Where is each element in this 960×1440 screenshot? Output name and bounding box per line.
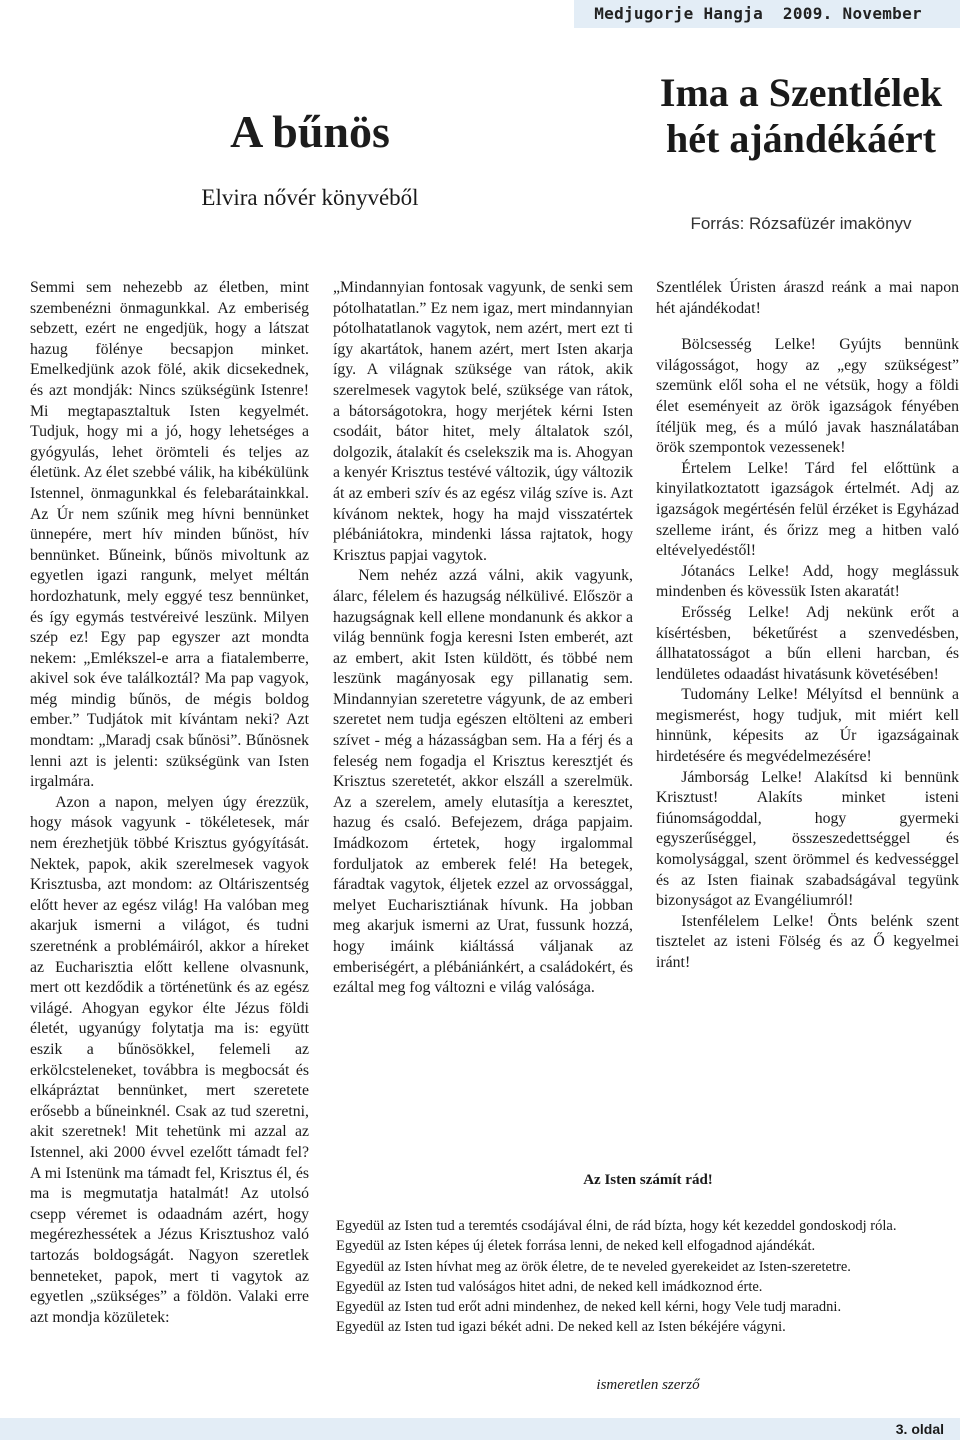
- left-article-column-2: [333, 278, 633, 999]
- box-line: Egyedül az Isten képes új életek forrása lenni, de neked kell elfogadnod ajándékát.: [336, 1238, 816, 1255]
- page-number: 3. oldal: [895, 1421, 944, 1437]
- prayer-column: [656, 278, 959, 974]
- box-lines: [336, 1216, 936, 1338]
- box-line: Egyedül az Isten tud a teremtés csodájával élni, de rád bízta, hogy két kezeddel gondoskodj róla.: [336, 1218, 897, 1234]
- left-article-column-1: [30, 278, 309, 1328]
- paragraph: „Mindannyian fontosak vagyunk, de senki sem pótolhatatlan.” Ez nem igaz, mert mindannyian pótolhatatlanok vagytok, nem azért, mert ezt ti így akartátok, hanem azért, mert Isten akarja így. A világnak szüksége van rátok, akik szerelmesek vagytok belé, szüksége van rátok, a bátorságotokra, hogy merjétek kérni Isten csodáit, bátor hitet, mely általatok szól, dolgozik, átalakít és cselekszik ma is. Ahogyan a kenyér Krisztus testévé változik, úgy változik át az emberi szív és az egész világ szíve is. Azt kívánom nektek, hogy ha majd visszatértek plébániátokra, mindenki lássa rajtatok, hogy Krisztus papjai vagytok.: [333, 279, 633, 564]
- footer-band: [0, 1418, 960, 1440]
- prayer-paragraph: Erősség Lelke! Adj nekünk erőt a kísértésben, béketűrést a szenvedésben, állhatatosságot a bűn elleni harcban, és lendületes odaadást hivatásunk követésében!: [656, 603, 959, 683]
- prayer-paragraph: Értelem Lelke! Tárd fel előttünk a kinyilatkoztatott igazságok értelmét. Adj az igazságok megértésén felül érzéket is Egyházad szelleme iránt, és őrizz meg a hitben való eltévelyedéstől!: [656, 459, 959, 560]
- right-article-title: [636, 70, 960, 162]
- left-article-subtitle: Elvira nővér könyvéből: [201, 185, 419, 210]
- left-article-title: A bűnös: [230, 106, 390, 157]
- prayer-paragraph: Jámborság Lelke! Alakítsd ki bennünk Krisztust! Alakíts minket isteni fiúnomságoddal, hogy gyermeki egyszerűséggel, összeszedettséggel és komolysággal, szent örömmel és kedvességgel és az Isten fiainak szabadságával tegyünk bizonyságot az Evangéliumról!: [656, 768, 959, 910]
- box-line: Egyedül az Isten hívhat meg az örök életre, de te neveled gyerekeidet az Isten-szeretetre.: [336, 1258, 851, 1275]
- paragraph: Semmi sem nehezebb az életben, mint szembenézni önmagunkkal. Az emberiség sebzett, ezért ne engedjük, hogy a látszat hazug fölénye becsapjon minket. Emelkedjünk azok fölé, akik dicsekednek, és azt mondják: Nincs szükségünk Istenre! Mi megtapasztaltuk Isten kegyelmét. Tudjuk, hogy mi a jó, hogy lehetséges a gyógyulás, lehet örömteli és teljes az életünk. Az élet szebbé válik, ha kibékülünk Istennel, önmagunkkal és felebarátainkkal. Az Úr nem szűnik meg hívni bennünket ünnepére, mert hív minden bűnöst, hív bennünket. Bűneink, bűnös mivoltunk az egyetlen igazi rangunk, melyet méltán hordozhatunk, mely eggyé tesz bennünket, és így egymás testvéreivé leszünk. Milyen szép ez! Egy pap egyszer azt mondta nekem: „Emlékszel-e arra a fiatalemberre, akivel sok éve találkoztál? Ma pap vagyok, még mindig bűnös, de mégis boldog ember.” Tudjátok mit kívántam neki? Azt mondtam: „Maradj csak bűnösi”. Bűnösnek lenni azt is jelenti: szükségünk van Isten irgalmára.: [30, 279, 309, 791]
- right-article-source: Forrás: Rózsafüzér imakönyv: [690, 214, 912, 233]
- box-line: Egyedül az Isten tud erőt adni mindenhez, de neked kell kérni, hogy Vele tudj maradni.: [336, 1299, 842, 1316]
- paragraph: Azon a napon, melyen úgy érezzük, hogy mások vagyunk - tökéletesek, már nem érezhetjük többé Krisztus gyógyítását. Nektek, papok, akik szerelmesek vagyok Krisztusba, azt mondom: az Oltáriszentség előtt hever az egész világ! Ha valóban meg akarjuk ismerni a világot, és tudni szeretnénk a problémáiról, akkor a híreket az Eucharisztia előtt kellene olvasnunk, mert ott kezdődik a történetünk és az egész világé. Ahogyan egykor élte Jézus földi életét, ugyanúgy folytatja ma is: együtt eszik a bűnösökkel, felemeli az erkölcsteleneket, továbbra is megbocsát és elkápráztat bennünket, mert szeretete erősebb a bűneinknél. Csak az tud szeretni, akit szeretnek! Mit tehetünk mi azzal az Istennel, aki 2000 évvel ezelőtt támadt fel? A mi Istenünk ma támadt fel, Krisztus él, és ma is megmutatja hatalmát! Az utolsó csepp véremet is odaadnám azért, hogy megérezhessétek a Jézus Krisztushoz való tartozás boldogságát. Nagyon szeretlek benneteket, papok, mert ti vagytok az egyetlen „szükséges” a földön. Valaki erre azt mondja közületek:: [30, 793, 309, 1326]
- box-line: Egyedül az Isten tud valóságos hitet adni, de neked kell imádkoznod érte.: [336, 1278, 763, 1295]
- right-title-line-2: hét ajándékáért: [666, 116, 936, 161]
- prayer-paragraph: Jótanács Lelke! Add, hogy meglássuk mindenben és kövessük Isten akaratát!: [656, 562, 959, 601]
- prayer-intro: Szentlélek Úristen áraszd reánk a mai napon hét ajándékodat!: [656, 279, 959, 317]
- prayer-paragraph: Istenfélelem Lelke! Önts belénk szent tisztelet az isteni Fölség és az Ő kegyelmei iránt!: [656, 912, 959, 971]
- box-heading: Az Isten számít rád!: [583, 1172, 713, 1188]
- right-title-line-1: Ima a Szentlélek: [659, 70, 943, 115]
- paragraph: Nem nehéz azzá válni, akik vagyunk, álarc, félelem és hazugság nélkülivé. Először a hazugságnak kell ellene mondanunk és akkor a világ bennünk fogja keresni Isten emberét, azt az embert, akit Isten küldött, és többé nem leszünk magányosak egy pillanatig sem. Mindannyian szeretetre vágyunk, de az emberi szeretet nem tudja egészen eltölteni az emberi szívet - még a házasságban sem. Ha a férj és a feleség nem fogadja el Krisztus keresztjét és Krisztus szeretetét, akkor elszáll a szerelmük. Az a szerelem, amely elutasítja a keresztet, hazug és csaló. Befejezem, drága papjaim. Imádkozom értetek, hogy irgalommal forduljatok az emberek felé! Ha betegek, fáradtak vagytok, éljetek ezzel az orvossággal, melyet Eucharisztiának hívunk. Ha jobban meg akarjuk ismerni az Urat, fussunk hozzá, hogy imáink kiáltássá váljanak az emberiségért, a plébániánkért, a családokért, és ezáltal meg fog változni e világ valósága.: [333, 567, 633, 997]
- box-author: ismeretlen szerző: [596, 1377, 700, 1393]
- prayer-paragraph: Tudomány Lelke! Mélyítsd el bennünk a megismerést, hogy tudjuk, mit miért kell hinnünk, képesits az Úr igazságainak hirdetésére és megvédelmezésére!: [656, 686, 959, 766]
- box-line: Egyedül az Isten tud igazi békét adni. De neked kell az Isten békéjére vágyni.: [336, 1319, 786, 1336]
- publication-header: Medjugorje Hangja 2009. November: [594, 4, 922, 23]
- prayer-paragraph: Bölcsesség Lelke! Gyújts bennünk világosságot, hogy az „egy szükségest” szemünk elől soha el ne vétsük, hogy a földi élet eseményeit az örök igazságok fényében ítéljük meg, és a múló javak használatában örök szempontok vezessenek!: [656, 336, 959, 457]
